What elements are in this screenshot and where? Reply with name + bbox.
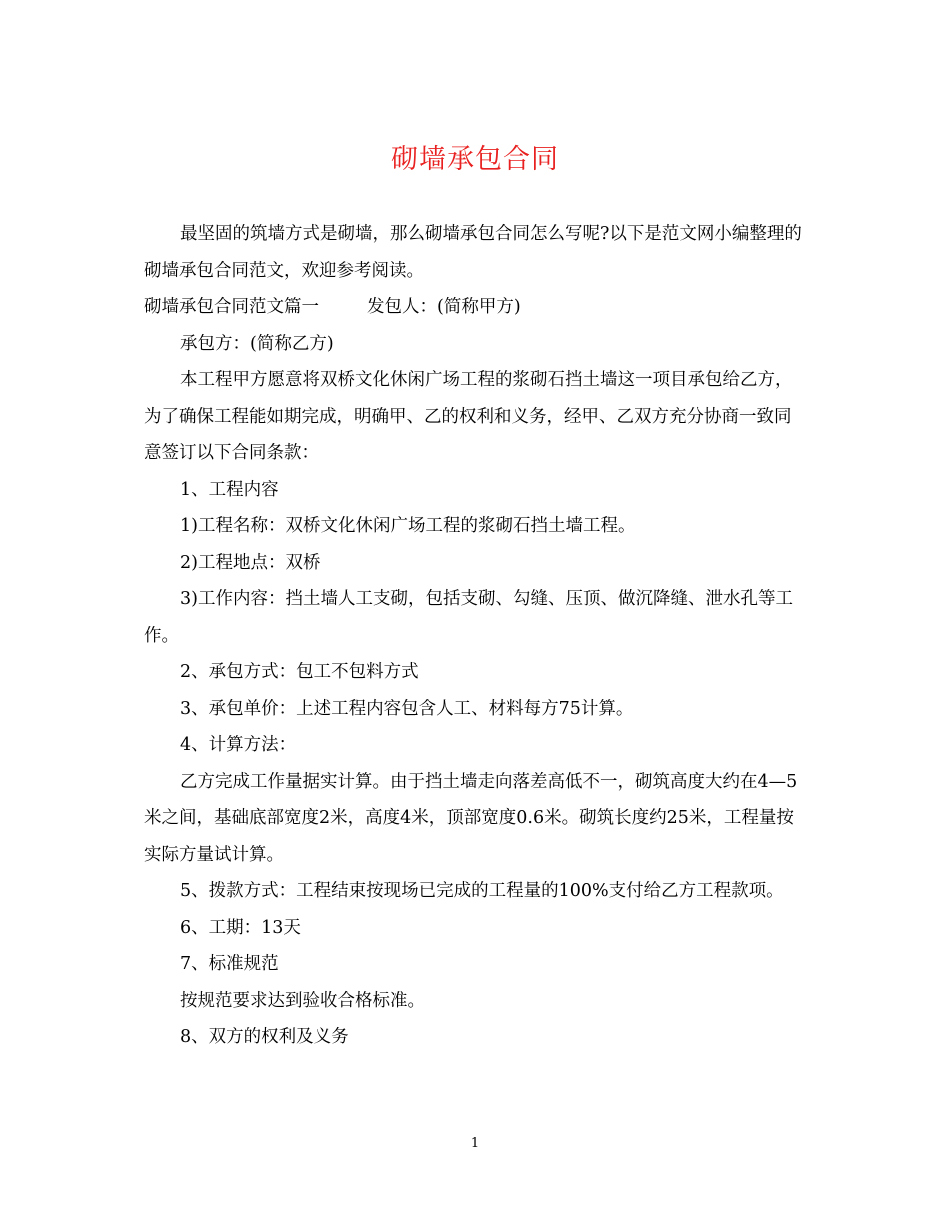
clause-1-work-content: 3)工作内容：挡土墙人工支砌，包括支砌、勾缝、压顶、做沉降缝、泄水孔等工作。 <box>144 589 793 646</box>
clause-8-heading: 8、双方的权利及义务 <box>180 1027 349 1047</box>
clause-7-standard: 按规范要求达到验收合格标准。 <box>180 990 425 1011</box>
clause-1-project-name: 1)工程名称：双桥文化休闲广场工程的浆砌石挡土墙工程。 <box>180 516 636 536</box>
paragraph-section-heading <box>144 289 808 326</box>
document-body <box>144 216 808 1056</box>
clause-6-duration: 6、工期：13天 <box>180 917 301 938</box>
clause-4-calculation: 乙方完成工作量据实计算。由于挡土墙走向落差高低不一，砌筑高度大约在4—5米之间，基础底部宽度2米，高度4米，顶部宽度0.6米。砌筑长度约25米，工程量按实际方量试计算。 <box>144 771 798 865</box>
party-a-label: 发包人：(简称甲方) <box>367 297 521 317</box>
party-b-label: 承包方：(简称乙方) <box>180 333 334 354</box>
clause-7-heading: 7、标准规范 <box>180 954 279 974</box>
clause-5-payment: 5、拨款方式：工程结束按现场已完成的工程量的100%支付给乙方工程款项。 <box>180 881 784 901</box>
clause-1-heading: 1、工程内容 <box>180 479 279 500</box>
document-title: 砌墙承包合同 <box>391 144 559 175</box>
paragraph-intro: 最坚固的筑墙方式是砌墙，那么砌墙承包合同怎么写呢?以下是范文网小编整理的砌墙承包合同范文，欢迎参考阅读。 <box>144 224 802 281</box>
clause-4-heading: 4、计算方法： <box>180 735 297 755</box>
clause-2-contract-method: 2、承包方式：包工不包料方式 <box>180 662 419 682</box>
paragraph-agreement: 本工程甲方愿意将双桥文化休闲广场工程的浆砌石挡土墙这一项目承包给乙方，为了确保工程能如期完成，明确甲、乙的权利和义务，经甲、乙双方充分协商一致同意签订以下合同条款： <box>144 370 793 463</box>
section-heading-text: 砌墙承包合同范文篇一 <box>144 297 319 317</box>
clause-1-project-location: 2)工程地点：双桥 <box>180 552 321 573</box>
page-number: 1 <box>470 1136 480 1151</box>
clause-3-unit-price: 3、承包单价：上述工程内容包含人工、材料每方75计算。 <box>180 698 634 719</box>
